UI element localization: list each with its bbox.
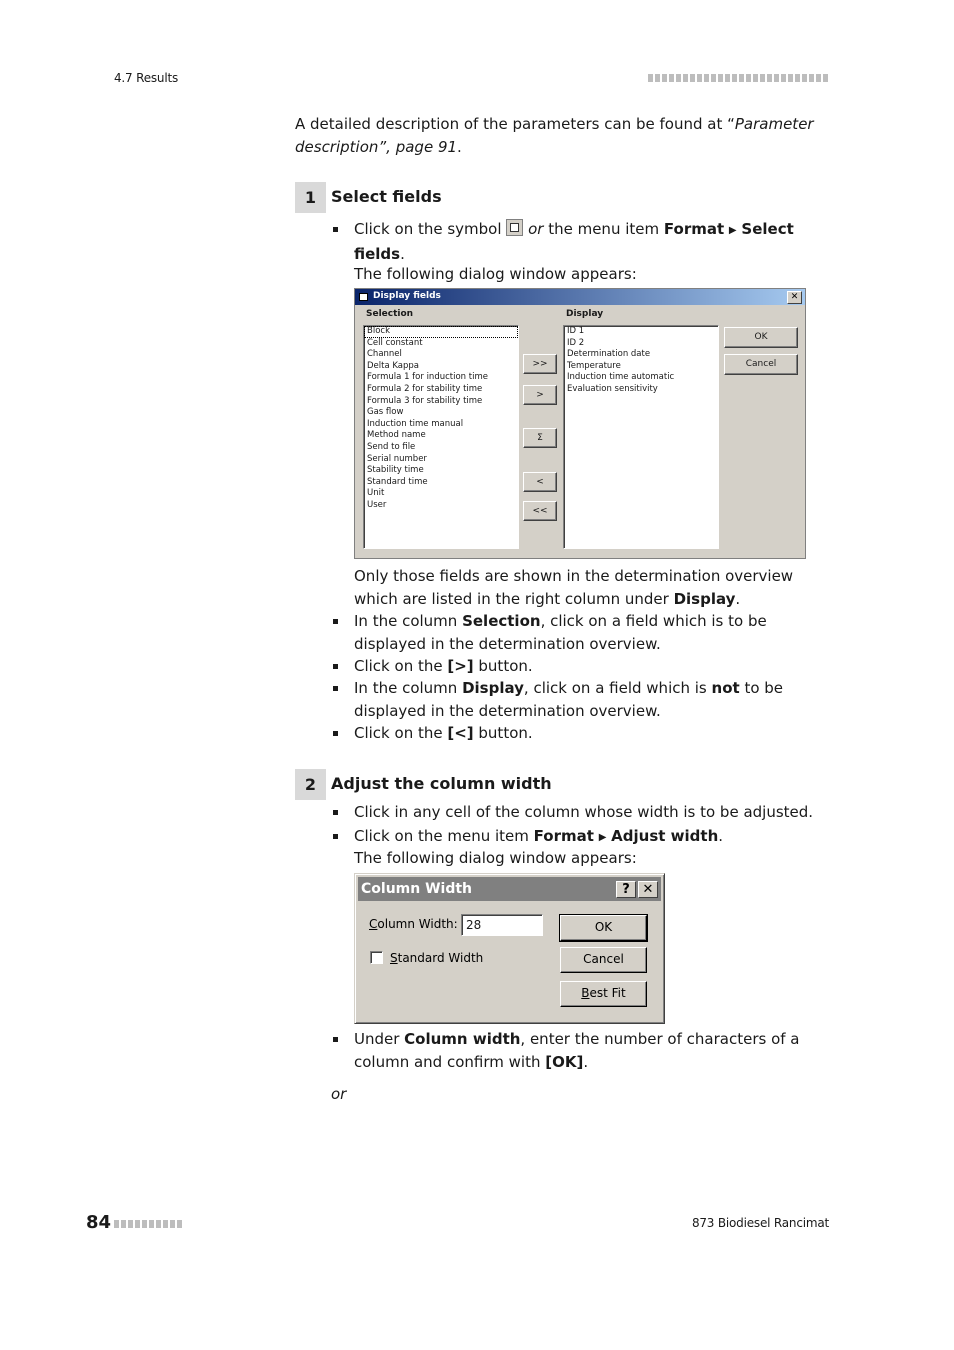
- list-item[interactable]: Block: [364, 326, 518, 338]
- cancel-button[interactable]: Cancel: [560, 947, 647, 973]
- list-item[interactable]: ID 2: [567, 337, 585, 348]
- step2-bullet-2: Click on the menu item Format ▶ Adjust width.: [354, 827, 724, 845]
- header-decoration: [648, 74, 829, 82]
- running-header: 4.7 Results: [114, 71, 179, 85]
- ok-button[interactable]: OK: [560, 915, 647, 941]
- bullet-marker: [333, 1028, 341, 1038]
- list-item[interactable]: ID 1: [567, 326, 585, 336]
- step1-bullet-5: Click on the [<] button.: [354, 724, 533, 742]
- list-item[interactable]: User: [367, 499, 387, 510]
- list-item[interactable]: Induction time manual: [367, 418, 464, 429]
- list-item[interactable]: Standard time: [367, 476, 428, 487]
- remove-all-button[interactable]: <<: [523, 501, 557, 521]
- list-item[interactable]: Method name: [367, 430, 426, 441]
- step1-bullet-2: In the column Selection, click on a field which is to be displayed in the determination overview.: [354, 612, 767, 653]
- list-item[interactable]: Delta Kappa: [367, 360, 420, 371]
- list-item[interactable]: Unit: [367, 488, 385, 499]
- intro-text: A detailed description of the parameters can be found at “: [295, 115, 735, 133]
- help-icon[interactable]: ?: [616, 881, 636, 898]
- bullet-marker: [333, 218, 341, 228]
- running-footer: 873 Biodiesel Rancimat: [691, 1216, 829, 1230]
- cross-reference-link[interactable]: Parameter description”, page 91: [295, 115, 814, 156]
- list-item[interactable]: Formula 1 for induction time: [367, 372, 488, 383]
- list-item[interactable]: Induction time automatic: [567, 372, 675, 383]
- dialog-title-bar: [355, 289, 805, 305]
- dialog-appears-text: The following dialog window appears:: [354, 265, 637, 283]
- standard-width-label: Standard Width: [390, 951, 484, 965]
- bullet-marker: [333, 722, 341, 732]
- intro-period: .: [457, 137, 462, 156]
- selection-listbox[interactable]: [363, 325, 519, 549]
- remove-button[interactable]: <: [523, 472, 557, 492]
- footer-decoration: [114, 1220, 182, 1228]
- dialog-title: Column Width: [361, 881, 473, 897]
- step2-bullet-3: Under Column width, enter the number of characters of a column and confirm with [OK].: [354, 1030, 800, 1071]
- dialog-appears-text-2: The following dialog window appears:: [354, 849, 637, 867]
- arrow-right-icon: ▶: [598, 832, 607, 843]
- list-item[interactable]: Stability time: [367, 465, 424, 476]
- standard-width-checkbox[interactable]: [370, 951, 383, 964]
- select-fields-symbol-icon[interactable]: [506, 219, 523, 236]
- bullet-marker: [333, 655, 341, 665]
- list-item[interactable]: Evaluation sensitivity: [567, 383, 658, 394]
- bullet-marker: [333, 801, 341, 811]
- step-title-2: Adjust the column width: [331, 774, 552, 793]
- list-item[interactable]: Determination date: [567, 349, 651, 360]
- list-item[interactable]: Cell constant: [367, 337, 423, 348]
- close-icon[interactable]: ✕: [638, 881, 658, 898]
- dialog-icon: [359, 293, 368, 301]
- list-item[interactable]: Formula 3 for stability time: [367, 395, 483, 406]
- add-button[interactable]: >: [523, 385, 557, 405]
- dialog-title-bar: [358, 877, 661, 901]
- selection-label: Selection: [366, 309, 414, 319]
- intro-paragraph: [295, 113, 815, 158]
- step2-bullet-1: Click in any cell of the column whose width is to be adjusted.: [354, 803, 814, 821]
- list-item[interactable]: Serial number: [367, 453, 427, 464]
- bullet-marker: [333, 825, 341, 835]
- arrow-right-icon: ▶: [728, 225, 737, 236]
- step1-bullet-4: In the column Display, click on a field which is not to be displayed in the determination overview.: [354, 679, 784, 720]
- ok-button[interactable]: OK: [724, 327, 798, 348]
- step-number-2: 2: [295, 769, 326, 800]
- close-icon[interactable]: ✕: [787, 291, 802, 304]
- bullet-marker: [333, 677, 341, 687]
- dialog-title: Display fields: [373, 291, 441, 301]
- list-item[interactable]: Formula 2 for stability time: [367, 383, 483, 394]
- list-item[interactable]: Gas flow: [367, 407, 404, 418]
- display-fields-dialog: [354, 288, 806, 559]
- add-all-button[interactable]: >>: [523, 354, 557, 374]
- step1-bullet-3: Click on the [>] button.: [354, 657, 533, 675]
- display-note: Only those fields are shown in the determination overview which are listed in the right column under Display.: [354, 567, 794, 608]
- cancel-button[interactable]: Cancel: [724, 354, 798, 375]
- display-listbox[interactable]: [563, 325, 719, 549]
- step-title-1: Select fields: [331, 187, 442, 206]
- list-item[interactable]: Send to file: [367, 441, 416, 452]
- page-number: 84: [86, 1212, 112, 1233]
- step-number-1: 1: [295, 182, 326, 213]
- step1-bullet-1: Click on the symbol or the menu item Format ▶ Select fields.: [354, 220, 794, 263]
- display-label: Display: [566, 309, 604, 319]
- list-item[interactable]: Channel: [367, 349, 402, 360]
- column-width-label: Column Width:: [369, 917, 458, 931]
- list-item[interactable]: Temperature: [567, 360, 621, 371]
- best-fit-button[interactable]: Best Fit: [560, 981, 647, 1007]
- bullet-marker: [333, 610, 341, 620]
- column-width-input[interactable]: 28: [461, 914, 543, 936]
- sum-button[interactable]: Σ: [523, 428, 557, 448]
- or-text: or: [331, 1085, 347, 1103]
